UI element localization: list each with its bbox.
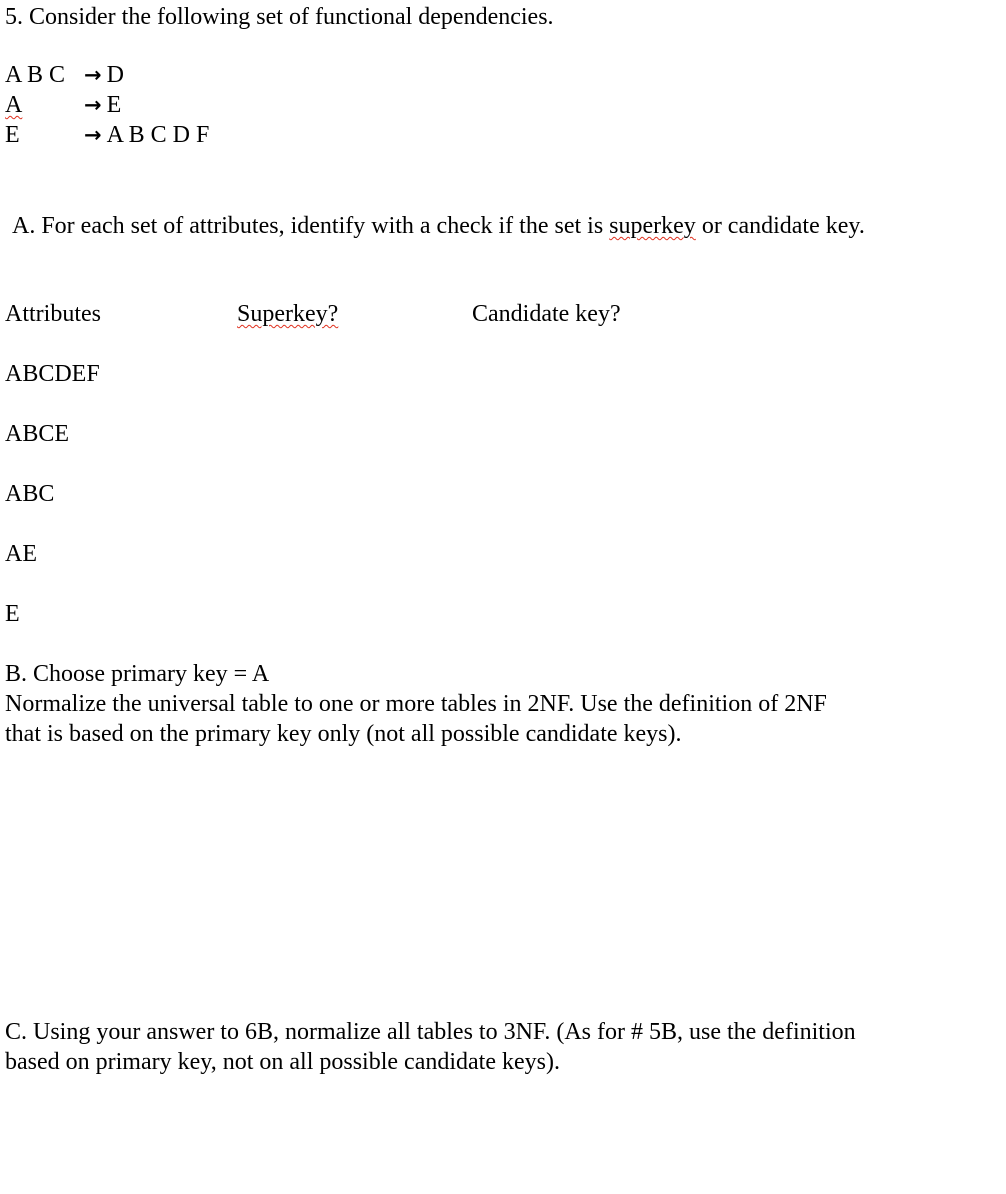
prompt-term: superkey — [609, 213, 696, 239]
dependency-rhs-group — [84, 90, 121, 120]
right-arrow-icon: → — [84, 93, 102, 117]
part-b-line: Normalize the universal table to one or more tables in 2NF. Use the definition of 2NF — [5, 691, 827, 717]
dependency-rhs: D — [106, 62, 124, 88]
attribute-row: ABCE — [5, 421, 70, 447]
dependency-lhs: A B C — [5, 62, 66, 88]
header-superkey: Superkey? — [237, 301, 339, 327]
part-c-line: based on primary key, not on all possible candidate keys). — [5, 1049, 560, 1075]
question-title: 5. Consider the following set of functional dependencies. — [5, 4, 554, 30]
part-b-line: that is based on the primary key only (not all possible candidate keys). — [5, 721, 682, 747]
header-attributes: Attributes — [5, 301, 101, 327]
right-arrow-icon: → — [84, 63, 102, 87]
header-candidate-key: Candidate key? — [472, 301, 621, 327]
part-a-prompt — [12, 211, 865, 241]
dependency-rhs: E — [106, 92, 122, 118]
part-c-line: C. Using your answer to 6B, normalize all tables to 3NF. (As for # 5B, use the definition — [5, 1019, 856, 1045]
attribute-row: AE — [5, 541, 37, 567]
prompt-text: or candidate key. — [695, 213, 865, 239]
dependency-rhs-group — [84, 60, 124, 90]
attribute-row: ABCDEF — [5, 361, 100, 387]
right-arrow-icon: → — [84, 123, 102, 147]
dependency-lhs: E — [5, 122, 20, 148]
attribute-row: ABC — [5, 481, 55, 507]
dependency-lhs: A — [5, 92, 23, 118]
dependency-rhs-group — [84, 120, 209, 150]
attribute-row: E — [5, 601, 20, 627]
dependency-rhs: A B C D F — [106, 122, 210, 148]
prompt-text: A. For each set of attributes, identify with a check if the set is — [12, 213, 610, 239]
part-b-line: B. Choose primary key = A — [5, 661, 270, 687]
